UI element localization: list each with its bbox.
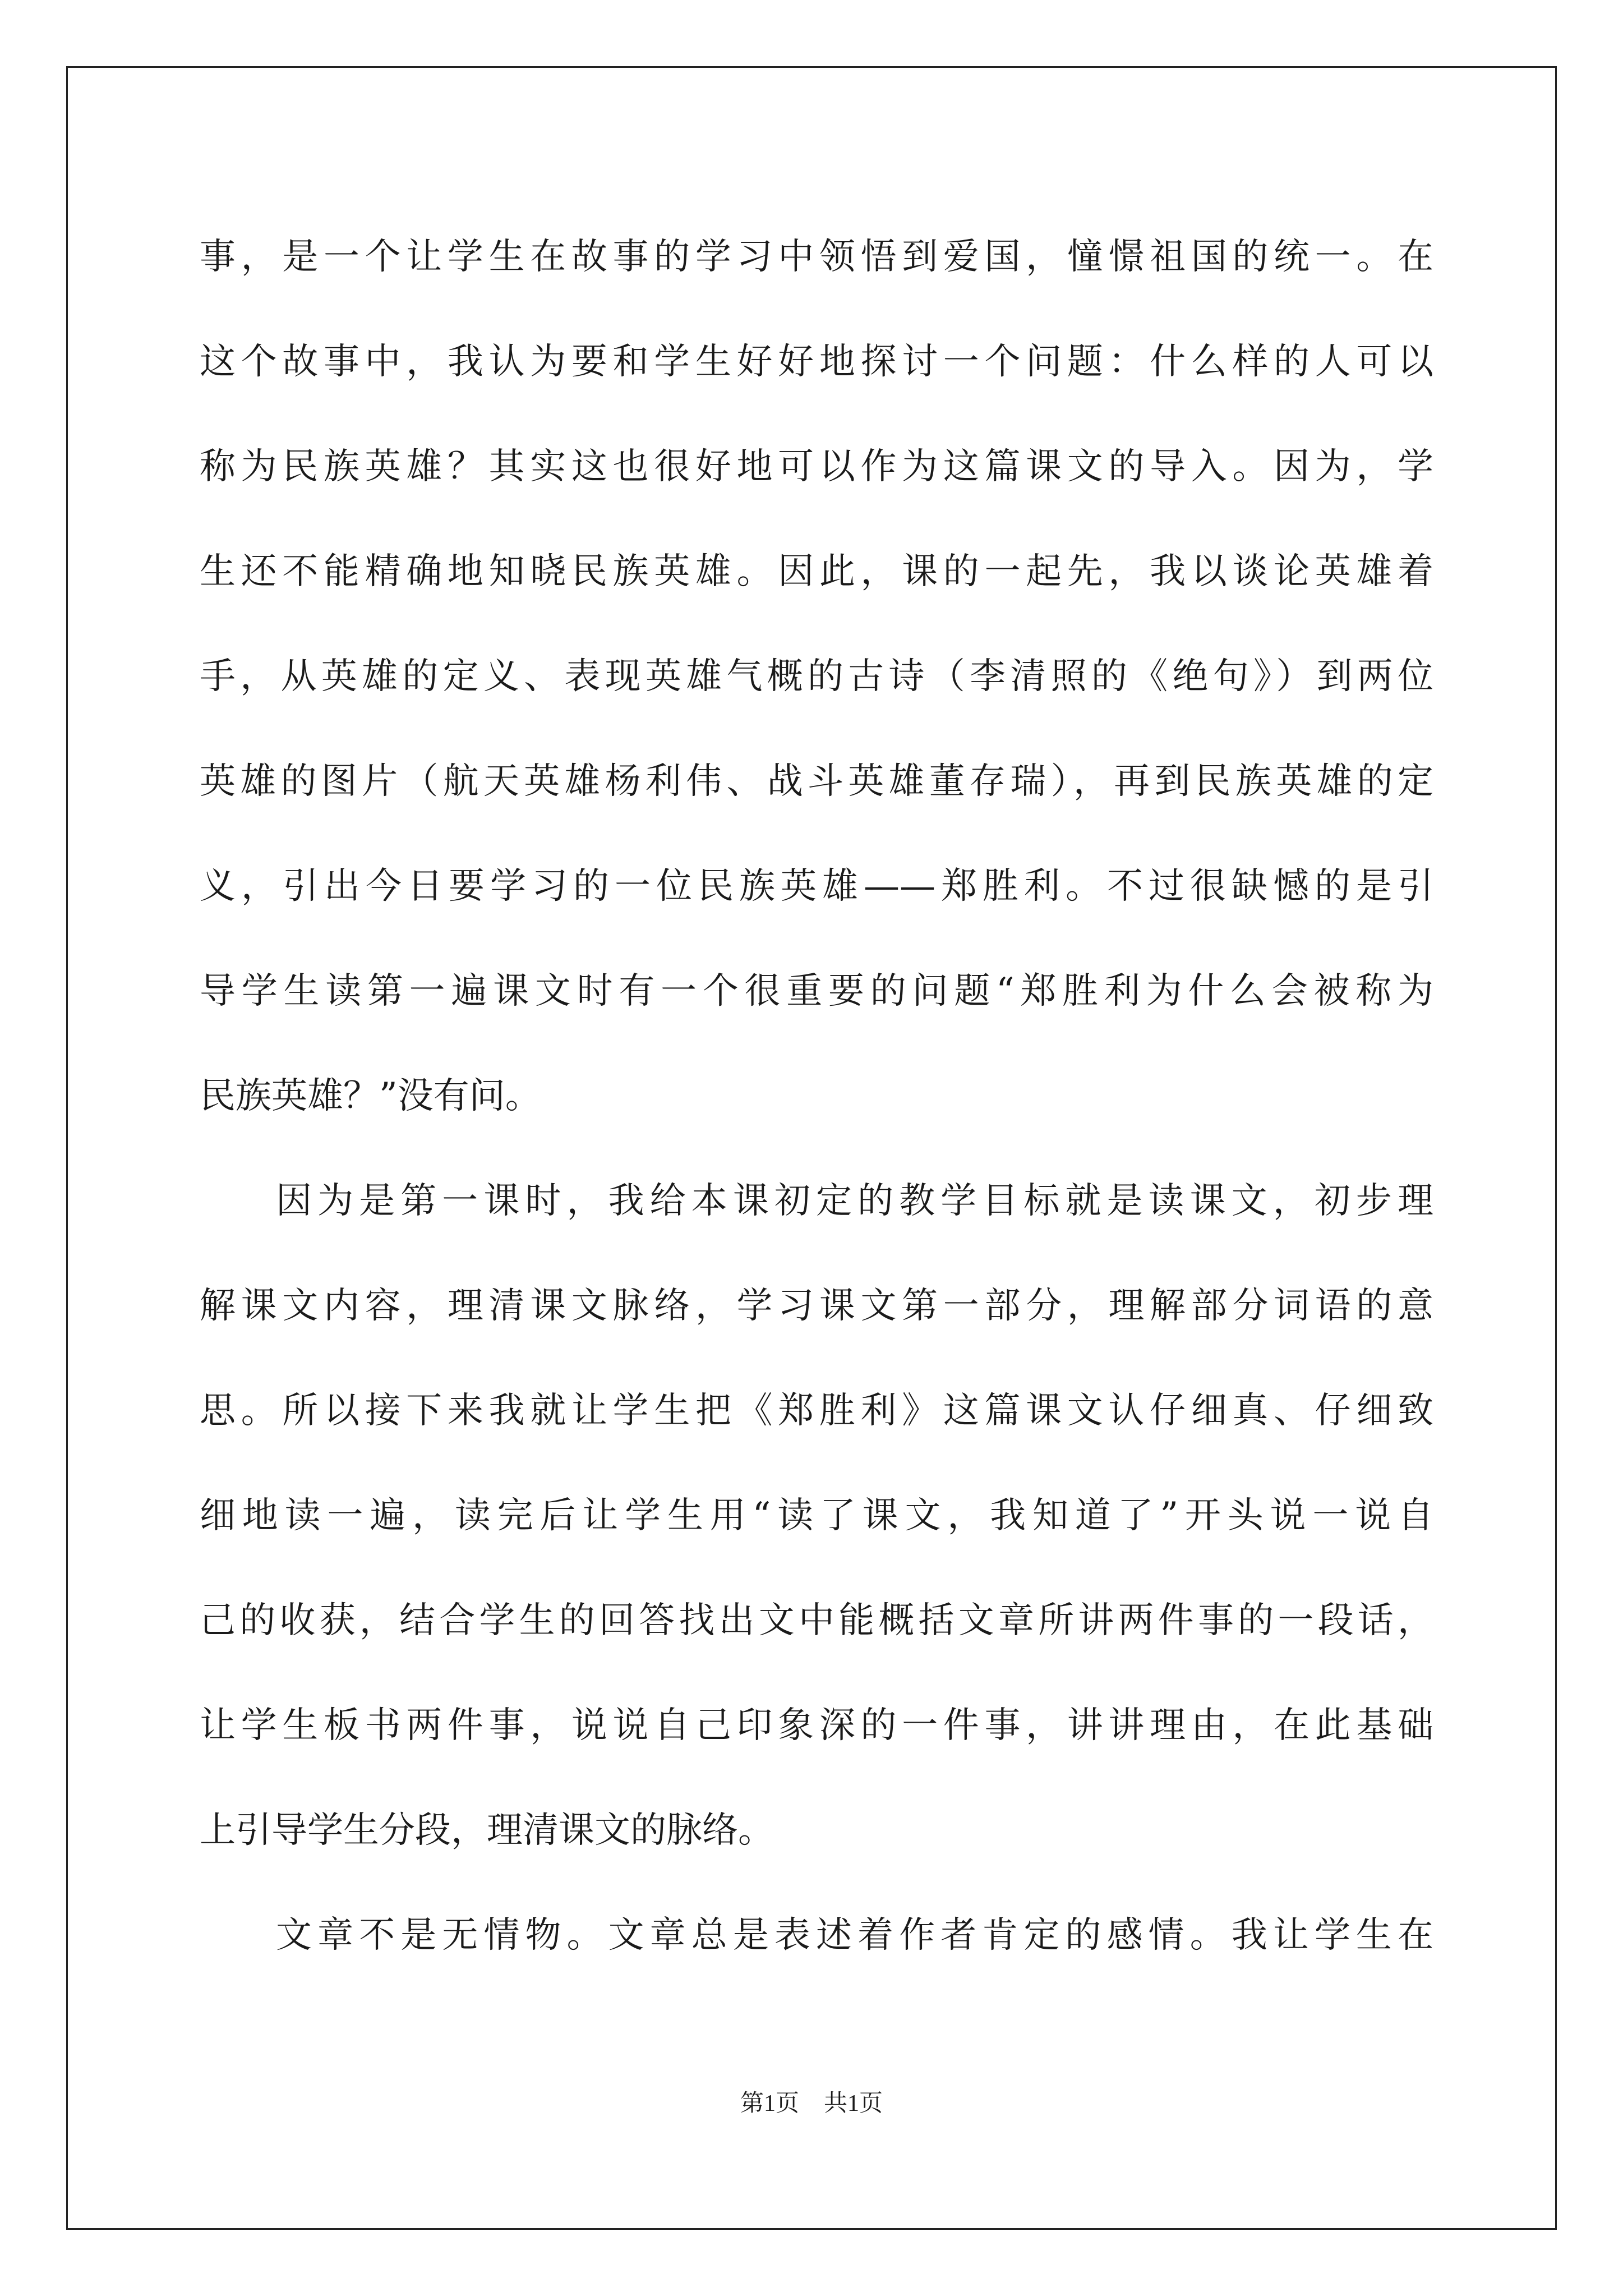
page-number: 第1页 [740,2091,799,2116]
text-line: 己的收获，结合学生的回答找出文中能概括文章所讲两件事的一段话， [200,1600,1433,1641]
text-line: 上引导学生分段，理清课文的脉络。 [200,1810,774,1851]
text-line: 细地读一遍，读完后让学生用“读了课文，我知道了”开头说一说自 [200,1495,1433,1536]
text-line: 英雄的图片（航天英雄杨利伟、战斗英雄董存瑞），再到民族英雄的定 [200,761,1433,802]
text-line: 称为民族英雄？其实这也很好地可以作为这篇课文的导入。因为，学 [200,446,1433,487]
text-line: 解课文内容，理清课文脉络，学习课文第一部分，理解部分词语的意 [200,1285,1433,1327]
text-line: 手，从英雄的定义、表现英雄气概的古诗（李清照的《绝句》）到两位 [200,656,1433,697]
text-line: 义，引出今日要学习的一位民族英雄——郑胜利。不过很缺憾的是引 [200,866,1433,907]
text-line: 文章不是无情物。文章总是表述着作者肯定的感情。我让学生在 [276,1915,1433,1956]
text-line: 导学生读第一遍课文时有一个很重要的问题“郑胜利为什么会被称为 [200,970,1433,1012]
text-line: 民族英雄？”没有问。 [200,1075,541,1117]
text-line: 让学生板书两件事，说说自己印象深的一件事，讲讲理由，在此基础 [200,1705,1433,1746]
text-line: 这个故事中，我认为要和学生好好地探讨一个问题：什么样的人可以 [200,341,1433,383]
text-line: 生还不能精确地知晓民族英雄。因此，课的一起先，我以谈论英雄着 [200,551,1433,592]
text-line: 思。所以接下来我就让学生把《郑胜利》这篇课文认仔细真、仔细致 [200,1390,1433,1432]
page-footer [0,2087,1623,2120]
document-body [200,205,1433,1988]
text-line: 事，是一个让学生在故事的学习中领悟到爱国，憧憬祖国的统一。在 [200,236,1433,278]
page-total: 共1页 [824,2091,883,2116]
text-line: 因为是第一课时，我给本课初定的教学目标就是读课文，初步理 [276,1180,1433,1222]
